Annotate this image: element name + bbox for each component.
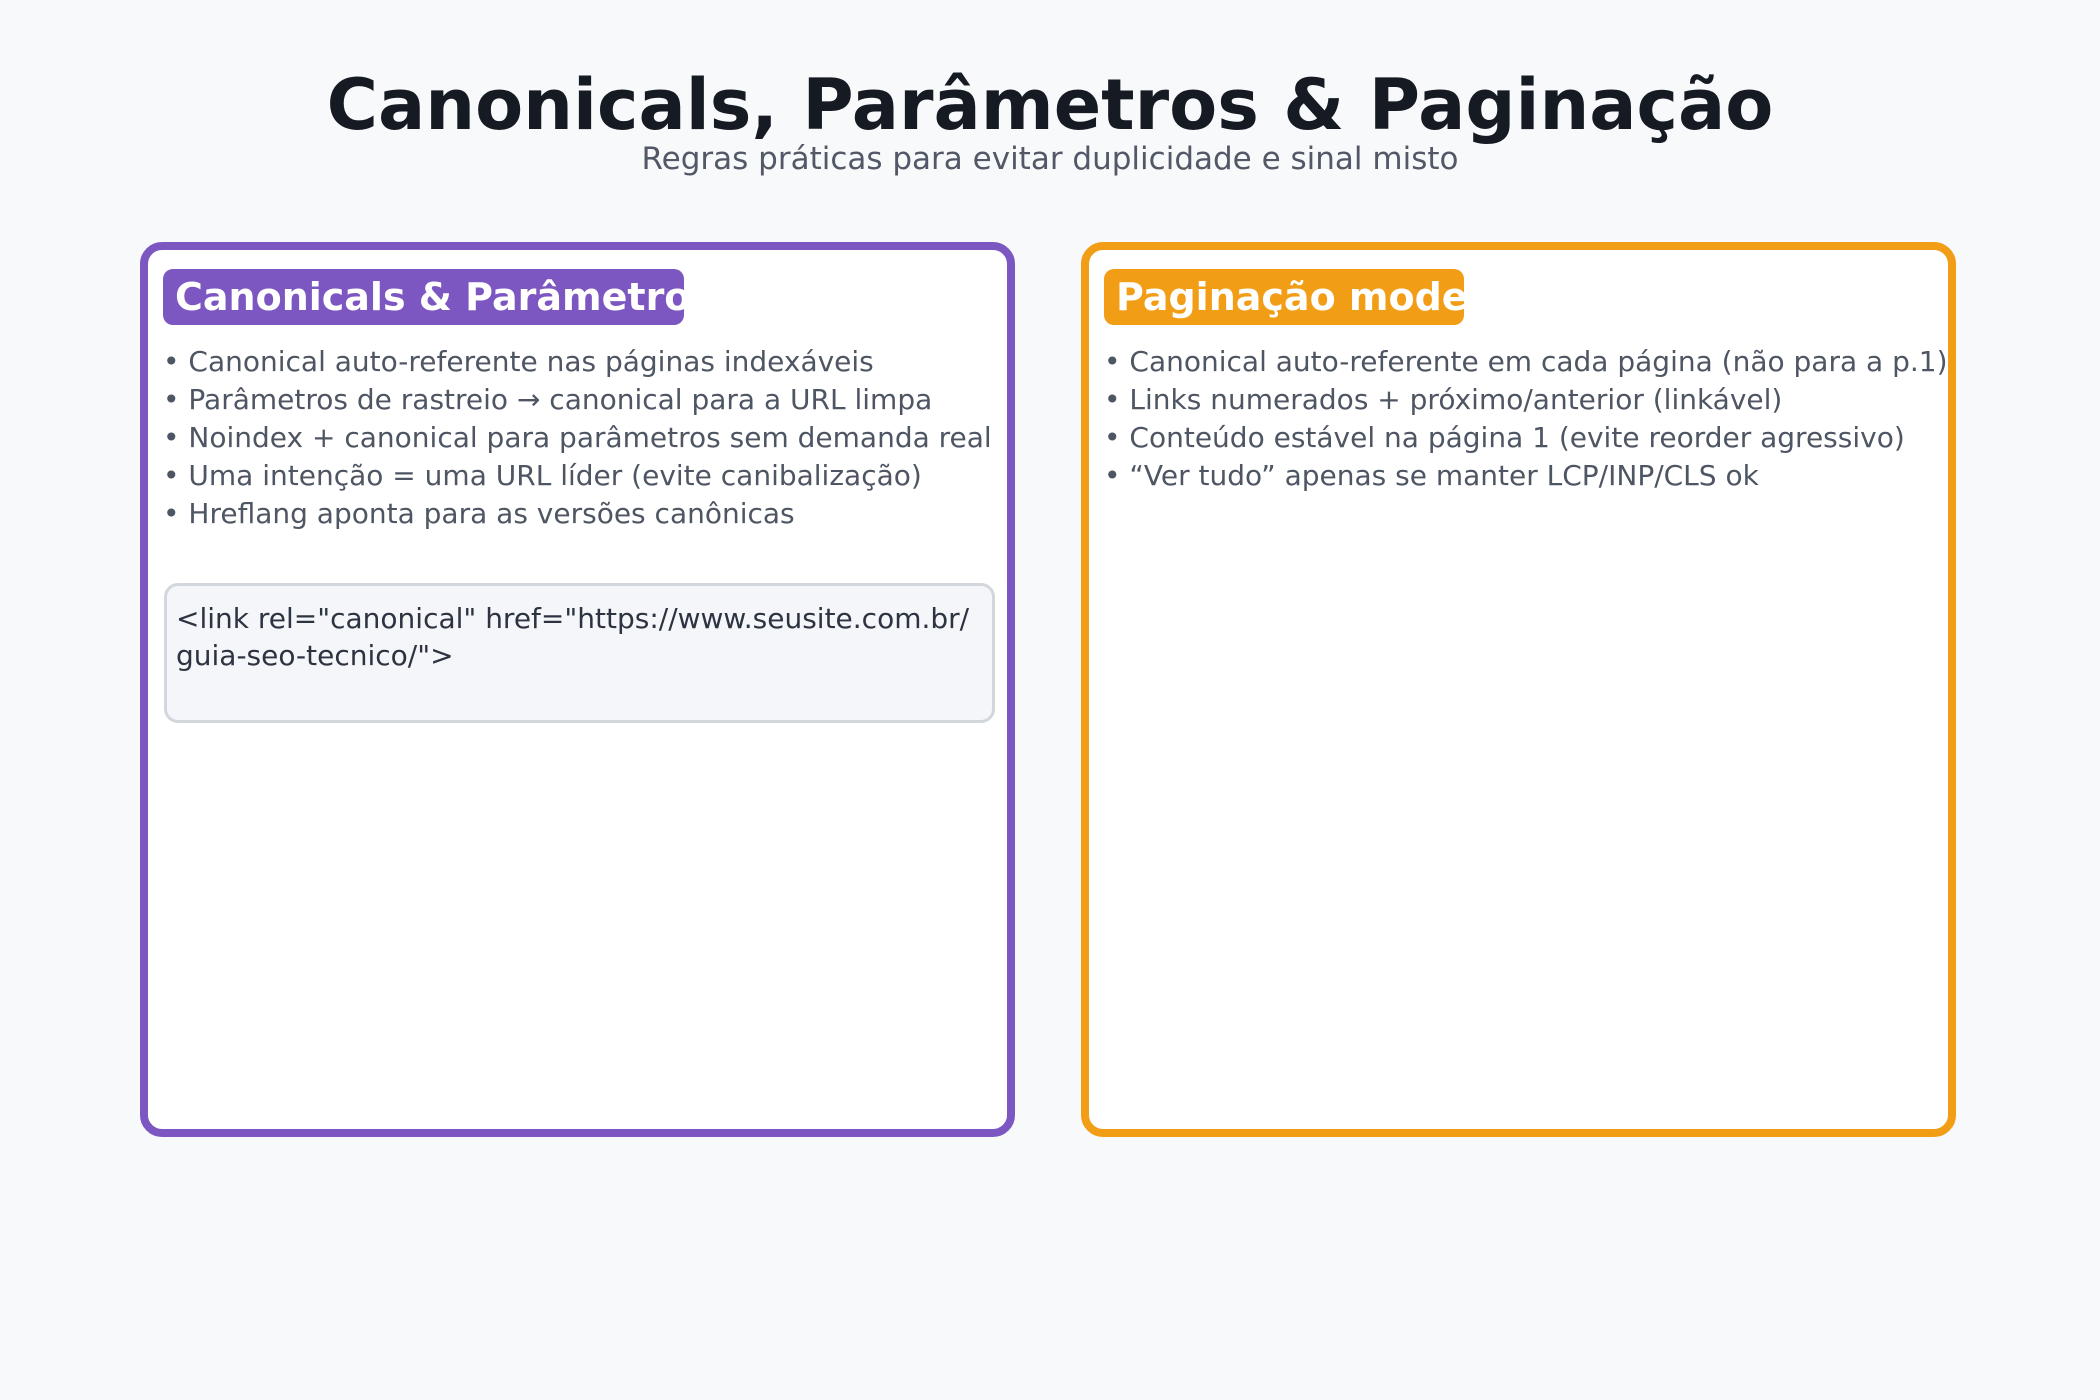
bullet-item: • Links numerados + próximo/anterior (linkável)	[1104, 383, 1783, 416]
code-snippet: <link rel="canonical" href="https://www.seusite.com.br/guia-seo-tecnico/">	[164, 583, 995, 723]
pagination-card	[1081, 242, 1956, 1137]
bullet-item: • Noindex + canonical para parâmetros sem demanda real	[163, 421, 992, 454]
card-tag: Canonicals & Parâmetros	[163, 269, 684, 325]
bullet-item: • Parâmetros de rastreio → canonical para a URL limpa	[163, 383, 933, 416]
bullet-item: • “Ver tudo” apenas se manter LCP/INP/CLS ok	[1104, 459, 1759, 492]
page-subtitle: Regras práticas para evitar duplicidade e sinal misto	[641, 141, 1459, 177]
bullet-list	[163, 343, 1008, 533]
card-tag: Paginação moderna	[1104, 269, 1464, 325]
bullet-item: • Hreflang aponta para as versões canônicas	[163, 497, 795, 530]
canonicals-card	[140, 242, 1015, 1137]
bullet-list	[1104, 343, 1949, 495]
bullet-item: • Canonical auto-referente nas páginas indexáveis	[163, 345, 874, 378]
bullet-item: • Conteúdo estável na página 1 (evite reorder agressivo)	[1104, 421, 1905, 454]
bullet-item: • Uma intenção = uma URL líder (evite canibalização)	[163, 459, 922, 492]
page-title: Canonicals, Parâmetros & Paginação	[326, 64, 1774, 146]
bullet-item: • Canonical auto-referente em cada página (não para a p.1)	[1104, 345, 1948, 378]
